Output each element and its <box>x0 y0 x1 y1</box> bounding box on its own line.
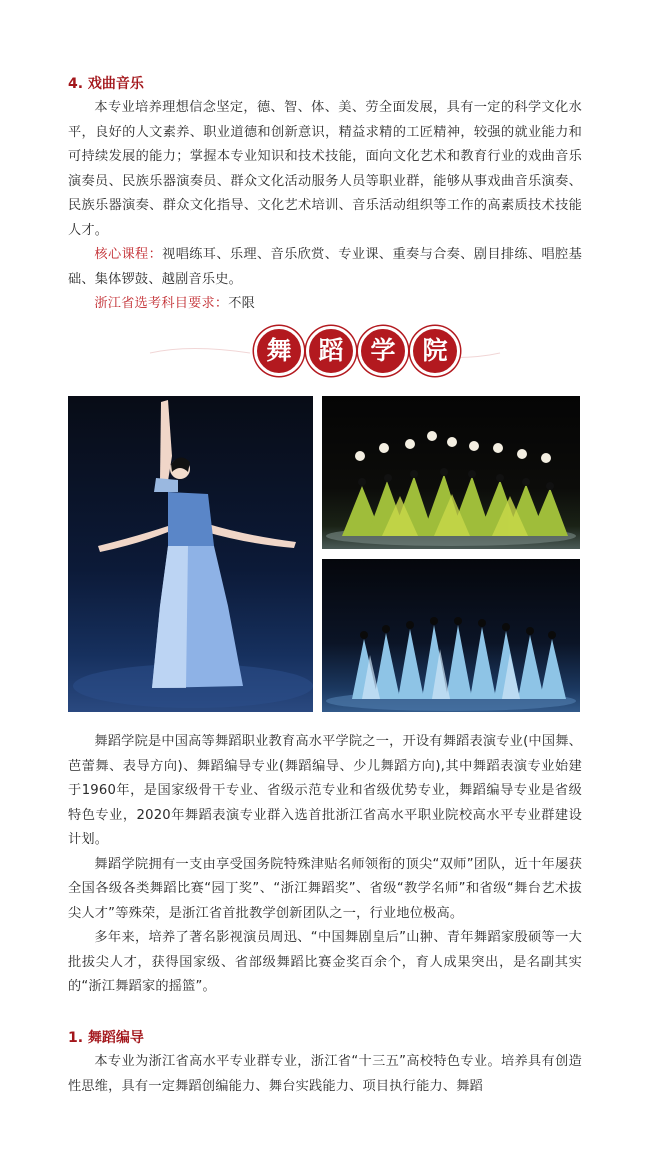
section-4-heading: 4. 戏曲音乐 <box>68 76 144 92</box>
dancer-group-yellow-icon <box>322 396 580 549</box>
banner-char-3: 学 <box>358 326 408 376</box>
college-intro-block <box>68 730 582 1000</box>
college-intro-paragraph-2: 舞蹈学院拥有一支由享受国务院特殊津贴名师领衔的顶尖“双师”团队，近十年屡获全国各级各类舞蹈比赛“园丁奖”、“浙江舞蹈奖”、省级“教学名师”和省级“舞台艺术拔尖人才”等殊荣，是浙江省首批教学创新团队之一，行业地位极高。 <box>68 856 582 921</box>
college-intro-paragraph-1: 舞蹈学院是中国高等舞蹈职业教育高水平学院之一，开设有舞蹈表演专业(中国舞、芭蕾舞、表导方向)、舞蹈编导专业(舞蹈编导、少儿舞蹈方向),其中舞蹈表演专业始建于1960年，是国家级骨干专业、省级示范专业和省级优势专业，舞蹈编导专业是省级特色专业，2020年舞蹈表演专业群入选首批浙江省高水平职业院校高水平专业群建设计划。 <box>68 734 582 847</box>
section-1-text: 本专业为浙江省高水平专业群专业，浙江省“十三五”高校特色专业。培养具有创造性思维，具有一定舞蹈创编能力、舞台实践能力、项目执行能力、舞蹈 <box>68 1054 582 1094</box>
section-4-intro: 本专业培养理想信念坚定，德、智、体、美、劳全面发展，具有一定的科学文化水平，良好的人文素养、职业道德和创新意识，精益求精的工匠精神，较强的就业能力和可持续发展的能力；掌握本专业知识和技术技能，面向文化艺术和教育行业的戏曲音乐演奏员、民族乐器演奏员、群众文化活动服务人员等职业群，能够从事戏曲音乐演奏、民族乐器演奏、群众文化指导、文化艺术培训、音乐活动组织等工作的高素质技术技能人才。 <box>68 100 582 238</box>
college-banner <box>0 326 650 380</box>
solo-dancer-photo <box>68 396 313 712</box>
subject-requirement-label: 浙江省选考科目要求： <box>94 296 229 311</box>
blue-ensemble-photo <box>322 559 580 712</box>
section-4-block <box>68 72 582 317</box>
section-4-core-courses <box>68 243 582 292</box>
banner-badges <box>254 326 460 376</box>
section-1-block <box>68 1026 582 1099</box>
banner-char-2: 蹈 <box>306 326 356 376</box>
banner-char-1: 舞 <box>254 326 304 376</box>
dancer-solo-icon <box>68 396 313 712</box>
subject-requirement-text: 不限 <box>228 296 256 311</box>
section-4-subject-requirement <box>68 292 582 317</box>
core-courses-label: 核心课程： <box>94 247 163 262</box>
dancer-group-blue-icon <box>322 559 580 712</box>
college-intro-paragraph-3: 多年来，培养了著名影视演员周迅、“中国舞剧皇后”山翀、青年舞蹈家殷硕等一大批拔尖人才，获得国家级、省部级舞蹈比赛金奖百余个，育人成果突出，是名副其实的“浙江舞蹈家的摇篮”。 <box>68 930 582 994</box>
yellow-fan-ensemble-photo <box>322 396 580 549</box>
core-courses-text: 视唱练耳、乐理、音乐欣赏、专业课、重奏与合奏、剧目排练、唱腔基础、集体锣鼓、越剧音乐史。 <box>68 247 582 287</box>
section-1-heading: 1. 舞蹈编导 <box>68 1030 144 1046</box>
banner-char-4: 院 <box>410 326 460 376</box>
